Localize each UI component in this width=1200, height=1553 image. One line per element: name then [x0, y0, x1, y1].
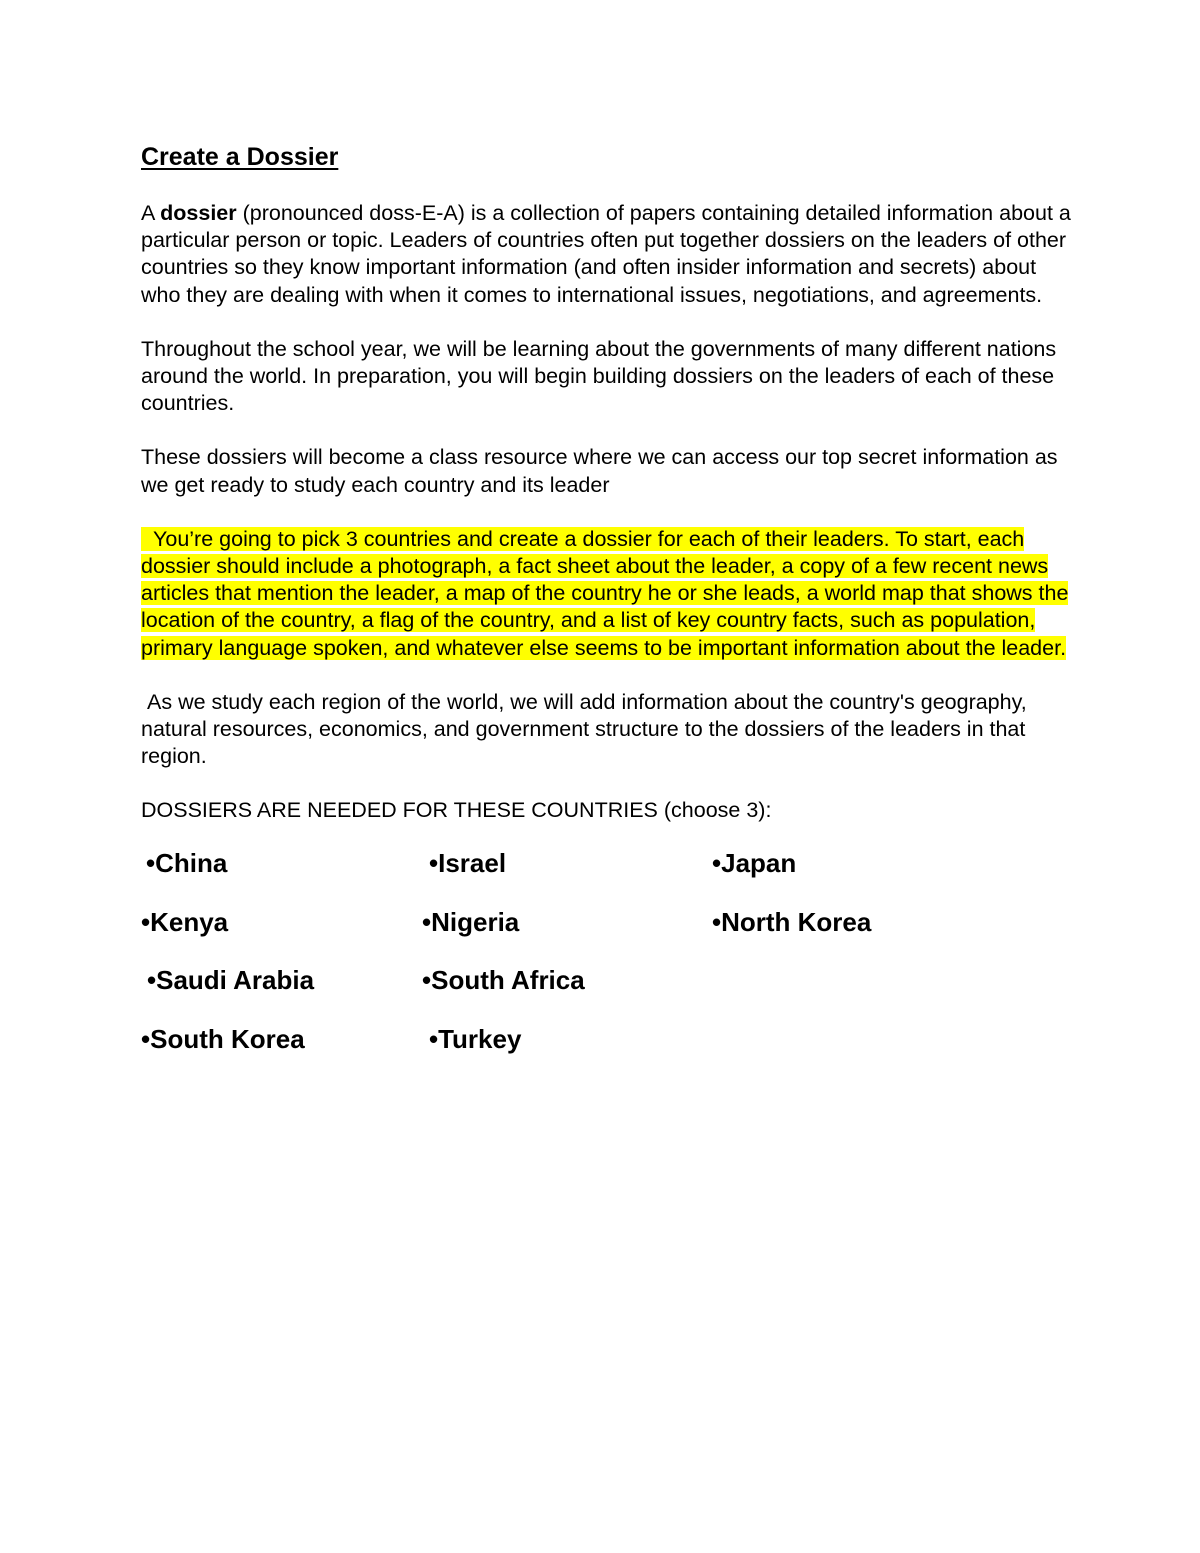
class-resource-paragraph: These dossiers will become a class resource where we can access our top secret information as we get ready to study each country and its leader — [141, 445, 1058, 497]
dossier-term: dossier — [160, 201, 237, 225]
intro-prefix: A — [141, 201, 161, 225]
highlighted-assignment-text: You’re going to pick 3 countries and create a dossier for each of their leaders. To start, each dossier should include a photograph, a fact sheet about the leader, a copy of a few recent news articles that mention the leader, a map of the country he or she leads, a world map that shows the location of the country, a flag of the country, and a list of key country facts, such as population, primary language spoken, and whatever else seems to be important information about the leader. — [141, 526, 1069, 660]
region-study-text: As we study each region of the world, we will add information about the country's geography, natural resources, economics, and government structure to the dossiers of the leaders in that region. — [141, 689, 1027, 769]
country-item-israel: •Israel — [429, 847, 507, 878]
country-item-south-korea: •South Korea — [141, 1023, 305, 1054]
country-item-north-korea: •North Korea — [712, 906, 872, 937]
document-title: Create a Dossier — [141, 143, 339, 171]
country-item-nigeria: •Nigeria — [422, 906, 520, 937]
country-list — [141, 847, 1071, 1077]
school-year-paragraph: Throughout the school year, we will be learning about the governments of many different nations around the world. In preparation, you will begin building dossiers on the leaders of each of these countries. — [141, 336, 1057, 416]
intro-rest: (pronounced doss-E-A) is a collection of papers containing detailed information about a particular person or topic. Leaders of countries often put together dossiers on the leaders of other countries so they know important information (and often insider information and secrets) about who they are dealing with when it comes to international issues, negotiations, and agreements. — [141, 201, 1071, 307]
country-item-china: •China — [146, 847, 228, 878]
country-item-turkey: •Turkey — [429, 1023, 522, 1054]
document-page — [141, 140, 1071, 1077]
assignment-paragraph — [141, 526, 1071, 662]
countries-heading: DOSSIERS ARE NEEDED FOR THESE COUNTRIES (choose 3): — [141, 798, 772, 823]
country-item-south-africa: •South Africa — [422, 964, 585, 995]
country-item-saudi-arabia: •Saudi Arabia — [147, 964, 315, 995]
country-item-japan: •Japan — [712, 847, 797, 878]
country-item-kenya: •Kenya — [141, 906, 229, 937]
intro-paragraph — [141, 200, 1071, 309]
region-study-paragraph — [141, 689, 1071, 771]
